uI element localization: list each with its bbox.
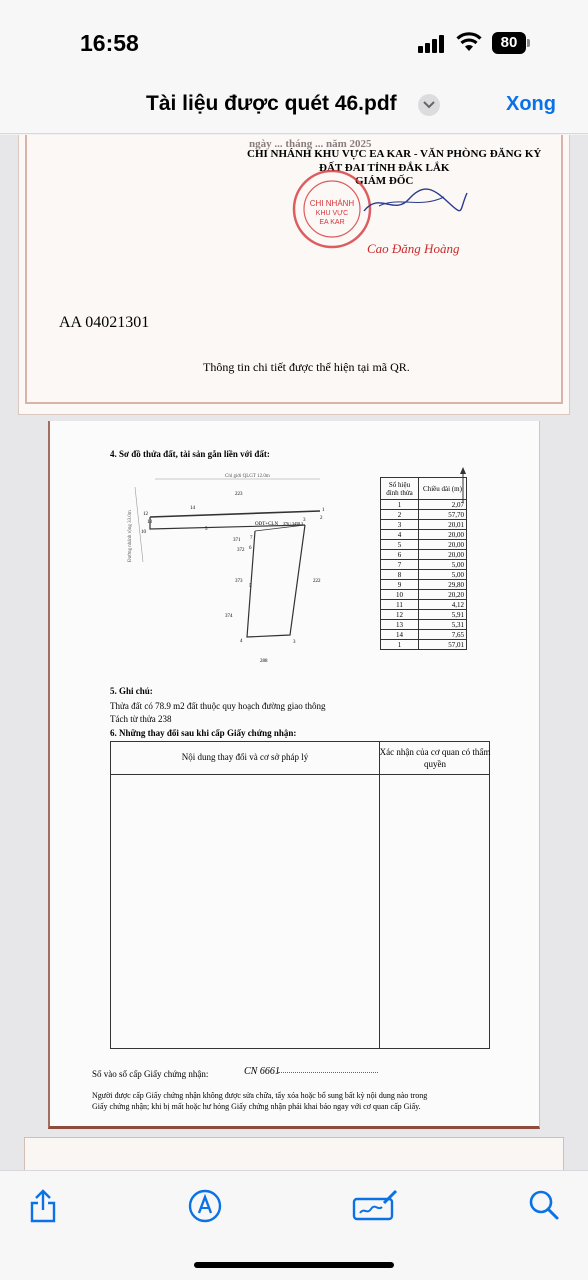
parcel-label-288: 288 (260, 659, 268, 664)
parcel-label-373: 373 (235, 579, 243, 584)
changes-table (110, 741, 490, 1049)
parcel-label-372: 372 (237, 548, 245, 553)
land-use-label: ODT+CLN (255, 522, 279, 527)
svg-text:5: 5 (249, 584, 252, 589)
vertex-cell: 4 (381, 530, 419, 540)
length-cell: 20,00 (419, 550, 467, 560)
svg-text:2: 2 (320, 516, 323, 521)
length-cell: 20,00 (419, 530, 467, 540)
table-row (381, 620, 467, 630)
parcel-label-222: 222 (313, 579, 321, 584)
road-label: Chỉ giới QLGT 12.0m (225, 474, 270, 479)
table-row (381, 530, 467, 540)
table-row (381, 610, 467, 620)
changes-col-content: Nội dung thay đổi và cơ sở pháp lý (181, 752, 309, 762)
table-row (381, 550, 467, 560)
battery-indicator: 80 (492, 32, 526, 54)
length-cell: 20,01 (419, 520, 467, 530)
director-line: GIÁM ĐỐC (355, 175, 414, 187)
fine-print-2: Giấy chứng nhận; khi bị mất hoặc hư hỏng Giấy chứng nhận phải khai báo ngay với cơ quan cấp Giấy. (92, 1102, 421, 1111)
vertex-cell: 14 (381, 630, 419, 640)
svg-text:KHU VỰC: KHU VỰC (315, 210, 349, 217)
svg-text:3: 3 (303, 518, 306, 523)
land-area-label: 376 / 3458.3 (283, 521, 304, 526)
date-line: ngày ... tháng ... năm 2025 (249, 138, 372, 150)
parcel-label-371: 371 (233, 538, 241, 543)
svg-text:1: 1 (322, 508, 325, 513)
svg-text:CHI NHÁNH: CHI NHÁNH (309, 199, 355, 208)
table-header-vertex: Số hiệu đỉnh thửa (381, 478, 419, 500)
table-row (381, 640, 467, 650)
table-row (381, 500, 467, 510)
done-button[interactable]: Xong (506, 93, 556, 115)
parcel-label-223: 223 (235, 492, 243, 497)
length-cell: 5,00 (419, 570, 467, 580)
battery-tip (527, 39, 530, 47)
status-time: 16:58 (80, 30, 139, 56)
table-row (381, 590, 467, 600)
svg-text:5: 5 (205, 527, 208, 532)
search-icon[interactable] (528, 1189, 560, 1221)
north-arrow-icon (458, 467, 468, 503)
length-cell: 29,80 (419, 580, 467, 590)
cellular-signal-icon (418, 33, 448, 53)
svg-text:6: 6 (249, 546, 252, 551)
chevron-down-icon (423, 101, 435, 109)
length-cell: 20,20 (419, 590, 467, 600)
vertex-cell: 7 (381, 560, 419, 570)
note-line-2: Tách từ thửa 238 (110, 714, 172, 724)
section-4-heading: 4. Sơ đồ thửa đất, tài sản gắn liền với đất: (110, 449, 270, 459)
note-line-1: Thửa đất có 78.9 m2 đất thuộc quy hoạch đường giao thông (110, 701, 326, 711)
table-row (381, 600, 467, 610)
length-cell: 7,65 (419, 630, 467, 640)
length-cell: 5,91 (419, 610, 467, 620)
section-6-heading: 6. Những thay đổi sau khi cấp Giấy chứng nhận: (110, 728, 297, 738)
signer-name: Cao Đăng Hoàng (367, 241, 460, 256)
table-header-length: Chiều dài (m) (419, 478, 467, 500)
svg-text:EA KAR: EA KAR (319, 219, 345, 226)
qr-note: Thông tin chi tiết được thể hiện tại mã QR. (203, 360, 410, 374)
svg-text:3: 3 (293, 640, 296, 645)
wifi-icon (455, 31, 483, 53)
vertex-cell: 12 (381, 610, 419, 620)
vertex-length-table (380, 477, 467, 650)
table-row (381, 630, 467, 640)
status-bar (0, 0, 588, 82)
table-row (381, 540, 467, 550)
table-row (381, 560, 467, 570)
vertex-cell: 10 (381, 590, 419, 600)
length-cell: 57,01 (419, 640, 467, 650)
vertex-cell: 1 (381, 640, 419, 650)
length-cell: 4,12 (419, 600, 467, 610)
certificate-serial: AA 04021301 (59, 314, 150, 331)
document-page-3 (24, 1137, 564, 1170)
changes-col-confirm: Xác nhận của cơ quan có thẩm quyền (379, 747, 491, 769)
home-indicator[interactable] (194, 1262, 394, 1268)
svg-text:13: 13 (147, 520, 152, 525)
svg-text:10: 10 (141, 530, 146, 535)
table-row (381, 570, 467, 580)
svg-text:4: 4 (240, 639, 243, 644)
svg-text:7: 7 (250, 536, 253, 541)
svg-text:12: 12 (143, 512, 148, 517)
vertex-cell: 9 (381, 580, 419, 590)
document-viewer[interactable] (0, 135, 588, 1170)
nav-bar (0, 82, 588, 134)
document-title[interactable]: Tài liệu được quét 46.pdf (146, 92, 397, 115)
land-plot-diagram (105, 467, 345, 677)
side-road-label: Đường nhánh rộng 33.0m (128, 510, 133, 562)
document-page-2 (48, 421, 540, 1129)
length-cell: 5,00 (419, 560, 467, 570)
vertex-cell: 8 (381, 570, 419, 580)
table-row (381, 520, 467, 530)
title-menu-button[interactable] (418, 94, 440, 116)
svg-text:14: 14 (190, 506, 195, 511)
fine-print-1: Người được cấp Giấy chứng nhận không được sửa chữa, tẩy xóa hoặc bổ sung bất kỳ nội dung nào trong (92, 1091, 428, 1100)
vertex-cell: 2 (381, 510, 419, 520)
markup-icon[interactable] (188, 1189, 222, 1223)
vertex-cell: 6 (381, 550, 419, 560)
vertex-cell: 13 (381, 620, 419, 630)
document-page-1 (18, 135, 570, 415)
vertex-cell: 5 (381, 540, 419, 550)
length-cell: 5,31 (419, 620, 467, 630)
section-5-heading: 5. Ghi chú: (110, 686, 153, 696)
share-icon[interactable] (28, 1189, 58, 1223)
table-row (381, 510, 467, 520)
registry-label: Số vào sổ cấp Giấy chứng nhận: (92, 1069, 209, 1079)
registry-number: CN 6661 (244, 1066, 280, 1077)
vertex-cell: 11 (381, 600, 419, 610)
length-cell: 2,07 (419, 500, 467, 510)
vertex-cell: 3 (381, 520, 419, 530)
registry-dots (278, 1072, 378, 1073)
table-row (381, 580, 467, 590)
length-cell: 57,70 (419, 510, 467, 520)
land-office-line: ĐẤT ĐAI TỈNH ĐẮK LẮK (319, 162, 450, 174)
length-cell: 20,00 (419, 540, 467, 550)
signature-scribble-icon (359, 181, 469, 221)
vertex-cell: 1 (381, 500, 419, 510)
signature-icon[interactable] (352, 1189, 398, 1223)
branch-line: CHI NHÁNH KHU VỰC EA KAR - VĂN PHÒNG ĐĂNG KÝ (247, 148, 542, 160)
parcel-label-374: 374 (225, 614, 233, 619)
